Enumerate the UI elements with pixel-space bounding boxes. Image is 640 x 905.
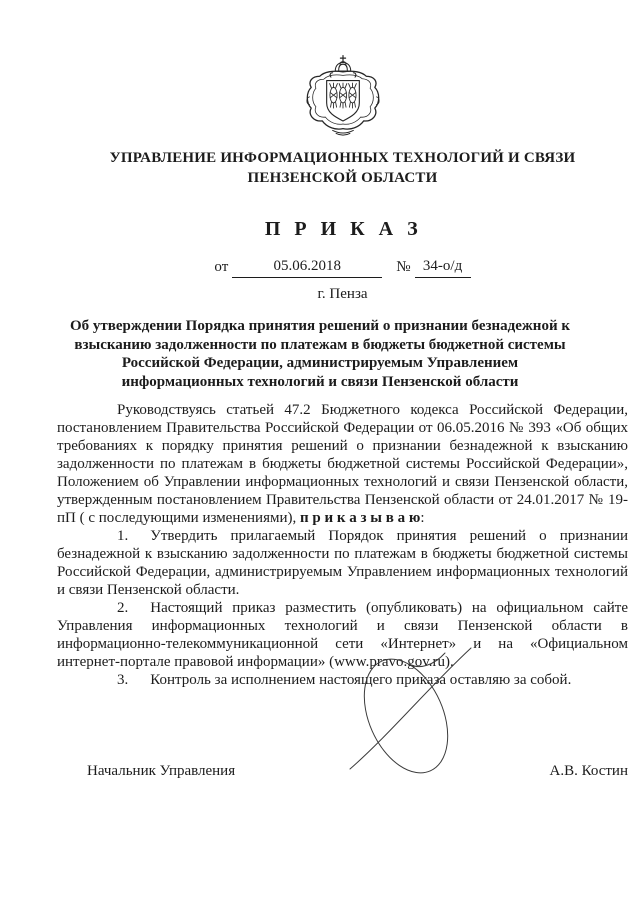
order-item-1: [57, 527, 628, 599]
doc-title: Об утверждении Порядка принятия решений о признании безнадежной к взысканию задолженности по платежам в бюджеты бюджетной системы Российской Федерации, администрируемым Управлением информационных технологий и связи Пензенской области: [70, 318, 570, 390]
city-line: г. Пенза: [317, 286, 368, 302]
item-text: Утвердить прилагаемый Порядок принятия решений о признании безнадежной к взысканию задолженности по платежам в бюджеты бюджетной системы Российской Федерации, администрируемым Управлением информационных технологий и связи Пензенской области.: [57, 528, 628, 598]
signer-title: Начальник Управления: [87, 763, 236, 779]
item-number: 2.: [117, 600, 129, 616]
emblem-block: [57, 54, 628, 138]
number-label: №: [396, 259, 411, 275]
preamble-paragraph: [57, 401, 628, 527]
item-number: 1.: [117, 528, 129, 544]
org-name-line1: УПРАВЛЕНИЕ ИНФОРМАЦИОННЫХ ТЕХНОЛОГИЙ И СВЯЗИ: [109, 150, 576, 166]
org-name: [57, 148, 628, 188]
signer-name: А.В. Костин: [549, 763, 628, 779]
org-name-line2: ПЕНЗЕНСКОЙ ОБЛАСТИ: [247, 170, 438, 186]
preamble-text: Руководствуясь статьей 47.2 Бюджетного кодекса Российской Федерации, постановлением Правительства Российской Федерации от 06.05.2016 № 393 «Об общих требованиях к порядку принятия решений о признании безнадежной к взысканию задолженности по платежам в бюджеты бюджетной системы Российской Федерации», Положением об Управлении информационных технологий и связи Пензенской области, утвержденным постановлением Правительства Пензенской области от 24.01.2017 № 19-пП ( с последующими изменениями),: [57, 402, 628, 526]
requisites-row: [57, 257, 628, 278]
item-text: Контроль за исполнением настоящего приказа оставляю за собой.: [150, 672, 572, 688]
decree-word: п р и к а з ы в а ю: [300, 510, 421, 526]
decree-colon: :: [420, 510, 425, 526]
order-item-2: [57, 599, 628, 671]
date-label: от: [214, 259, 229, 275]
item-number: 3.: [117, 672, 129, 688]
penza-coat-of-arms-icon: [300, 54, 386, 138]
date-value: 05.06.2018: [232, 257, 382, 278]
order-item-3: [57, 671, 628, 689]
doc-type-heading: П Р И К А З: [264, 218, 421, 240]
item-text: Настоящий приказ разместить (опубликовать) на официальном сайте Управления информационных технологий и связи Пензенской области в информационно-телекоммуникационной сети «Интернет» и на «Официальном интернет-портале правовой информации» (www.pravo.gov.ru).: [57, 600, 628, 670]
number-value: 34-о/д: [415, 257, 471, 278]
